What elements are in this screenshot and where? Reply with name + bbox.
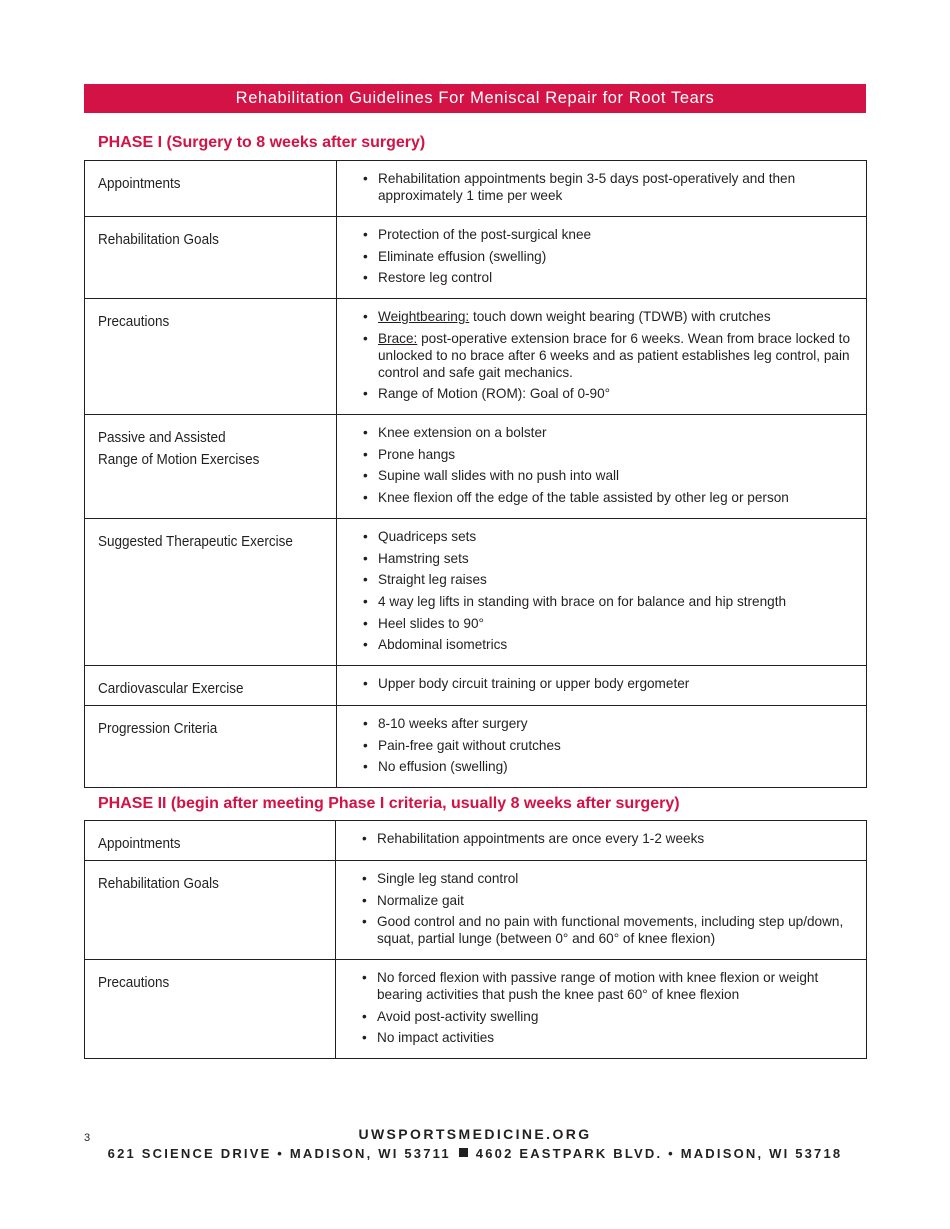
item-text: Abdominal isometrics	[378, 637, 508, 653]
list-item	[363, 170, 852, 204]
item-prefix: Weightbearing:	[378, 309, 470, 324]
list-item	[362, 969, 852, 1003]
bullet-list	[363, 715, 852, 775]
row-content	[337, 706, 867, 788]
table-row	[85, 861, 867, 960]
list-item	[363, 269, 852, 286]
bullet-list	[362, 830, 852, 847]
row-label-line: Suggested Therapeutic Exercise	[98, 533, 293, 550]
bullet-list	[363, 226, 852, 286]
bullet-list	[363, 424, 852, 506]
phase-2-table	[84, 820, 867, 1059]
list-item	[363, 528, 852, 545]
list-item	[363, 467, 852, 484]
row-label-line: Precautions	[98, 313, 170, 330]
row-label	[85, 519, 337, 666]
item-text: Straight leg raises	[378, 572, 487, 588]
list-item	[363, 385, 852, 402]
row-content	[336, 861, 867, 960]
row-content	[337, 161, 867, 217]
item-text: Hamstring sets	[378, 550, 469, 566]
item-text: Normalize gait	[377, 892, 464, 908]
list-item	[363, 636, 852, 653]
list-item	[362, 1029, 852, 1046]
item-text: Avoid post-activity swelling	[377, 1008, 539, 1024]
table-row	[85, 217, 867, 299]
footer-website: UWSPORTSMEDICINE.ORG	[358, 1126, 592, 1142]
item-text: Heel slides to 90°	[378, 615, 484, 631]
item-text: No impact activities	[377, 1030, 495, 1046]
list-item	[363, 675, 852, 692]
phase-1-title: PHASE I (Surgery to 8 weeks after surgery)	[98, 134, 426, 151]
row-label-line: Rehabilitation Goals	[98, 231, 219, 248]
list-item	[363, 330, 852, 381]
row-content	[337, 415, 867, 519]
item-text: Restore leg control	[378, 270, 493, 286]
separator-square-icon	[459, 1148, 468, 1157]
item-text: touch down weight bearing (TDWB) with crutches	[469, 309, 771, 324]
row-label	[85, 706, 337, 788]
phase-2-title: PHASE II (begin after meeting Phase I criteria, usually 8 weeks after surgery)	[98, 795, 680, 812]
list-item	[363, 446, 852, 463]
row-label-line: Precautions	[98, 974, 170, 991]
list-item	[362, 830, 852, 847]
item-text: Knee extension on a bolster	[378, 425, 547, 440]
footer-address-left: 621 SCIENCE DRIVE • MADISON, WI 53711	[107, 1146, 451, 1161]
row-label-line: Range of Motion Exercises	[98, 451, 260, 468]
row-label	[85, 821, 336, 861]
row-label	[85, 161, 337, 217]
item-text: Prone hangs	[378, 446, 456, 462]
item-text: Knee flexion off the edge of the table assisted by other leg or person	[378, 490, 789, 506]
item-text: Protection of the post-surgical knee	[378, 227, 592, 242]
row-label-line: Progression Criteria	[98, 720, 218, 737]
phase-1-table	[84, 160, 867, 788]
item-text: 4 way leg lifts in standing with brace on for balance and hip strength	[378, 594, 787, 610]
item-text: Single leg stand control	[377, 871, 519, 886]
list-item	[362, 870, 852, 887]
item-text: Rehabilitation appointments begin 3-5 days post-operatively and then approximately 1 time per week	[378, 171, 796, 203]
row-content	[337, 666, 867, 706]
item-text: Rehabilitation appointments are once every 1-2 weeks	[377, 831, 705, 846]
item-text: 8-10 weeks after surgery	[378, 716, 528, 731]
item-text: Pain-free gait without crutches	[378, 737, 561, 753]
row-label	[85, 960, 336, 1059]
table-row	[85, 415, 867, 519]
row-content	[336, 960, 867, 1059]
row-label-line: Rehabilitation Goals	[98, 875, 219, 892]
footer-address	[0, 1146, 950, 1161]
bullet-list	[363, 528, 852, 653]
bullet-list	[362, 969, 852, 1046]
item-text: Range of Motion (ROM): Goal of 0-90°	[378, 386, 611, 402]
item-text: Upper body circuit training or upper body ergometer	[378, 676, 690, 691]
bullet-list	[363, 308, 852, 402]
item-text: post-operative extension brace for 6 weeks. Wean from brace locked to unlocked to no brace after 6 weeks and as patient establishes leg control, pain control and safe gait mechanics.	[378, 330, 851, 380]
item-text: No effusion (swelling)	[378, 759, 508, 775]
item-text: Good control and no pain with functional movements, including step up/down, squat, partial lunge (between 0° and 60° of knee flexion)	[377, 914, 844, 947]
bullet-list	[363, 170, 852, 204]
list-item	[363, 615, 852, 632]
row-label	[85, 415, 337, 519]
row-label-line: Appointments	[98, 175, 181, 192]
item-prefix: Brace:	[378, 330, 418, 346]
row-content	[337, 217, 867, 299]
row-content	[336, 821, 867, 861]
list-item	[363, 226, 852, 243]
page-number: 3	[84, 1132, 91, 1144]
list-item	[363, 571, 852, 588]
row-label-line: Appointments	[98, 835, 181, 852]
item-text: Supine wall slides with no push into wall	[378, 468, 620, 484]
table-row	[85, 821, 867, 861]
list-item	[363, 424, 852, 441]
footer-address-right: 4602 EASTPARK BLVD. • MADISON, WI 53718	[475, 1146, 843, 1161]
item-text: Eliminate effusion (swelling)	[378, 248, 547, 264]
table-row	[85, 161, 867, 217]
bullet-list	[363, 675, 852, 692]
table-row	[85, 519, 867, 666]
document-banner: Rehabilitation Guidelines For Meniscal Repair for Root Tears	[84, 84, 866, 113]
row-label-line: Passive and Assisted	[98, 429, 226, 446]
row-content	[337, 299, 867, 415]
list-item	[363, 715, 852, 732]
table-row	[85, 299, 867, 415]
row-label	[85, 217, 337, 299]
row-label	[85, 666, 337, 706]
list-item	[363, 550, 852, 567]
list-item	[363, 737, 852, 754]
list-item	[362, 1008, 852, 1025]
list-item	[363, 308, 852, 325]
table-row	[85, 960, 867, 1059]
row-label	[85, 299, 337, 415]
item-text: Quadriceps sets	[378, 529, 477, 544]
list-item	[362, 913, 852, 947]
list-item	[363, 489, 852, 506]
bullet-list	[362, 870, 852, 947]
row-content	[337, 519, 867, 666]
table-row	[85, 706, 867, 788]
item-text: No forced flexion with passive range of motion with knee flexion or weight bearing activities that push the knee past 60° of knee flexion	[377, 970, 819, 1002]
list-item	[363, 758, 852, 775]
row-label-line: Cardiovascular Exercise	[98, 680, 244, 697]
table-row	[85, 666, 867, 706]
list-item	[362, 892, 852, 909]
list-item	[363, 248, 852, 265]
list-item	[363, 593, 852, 610]
row-label	[85, 861, 336, 960]
